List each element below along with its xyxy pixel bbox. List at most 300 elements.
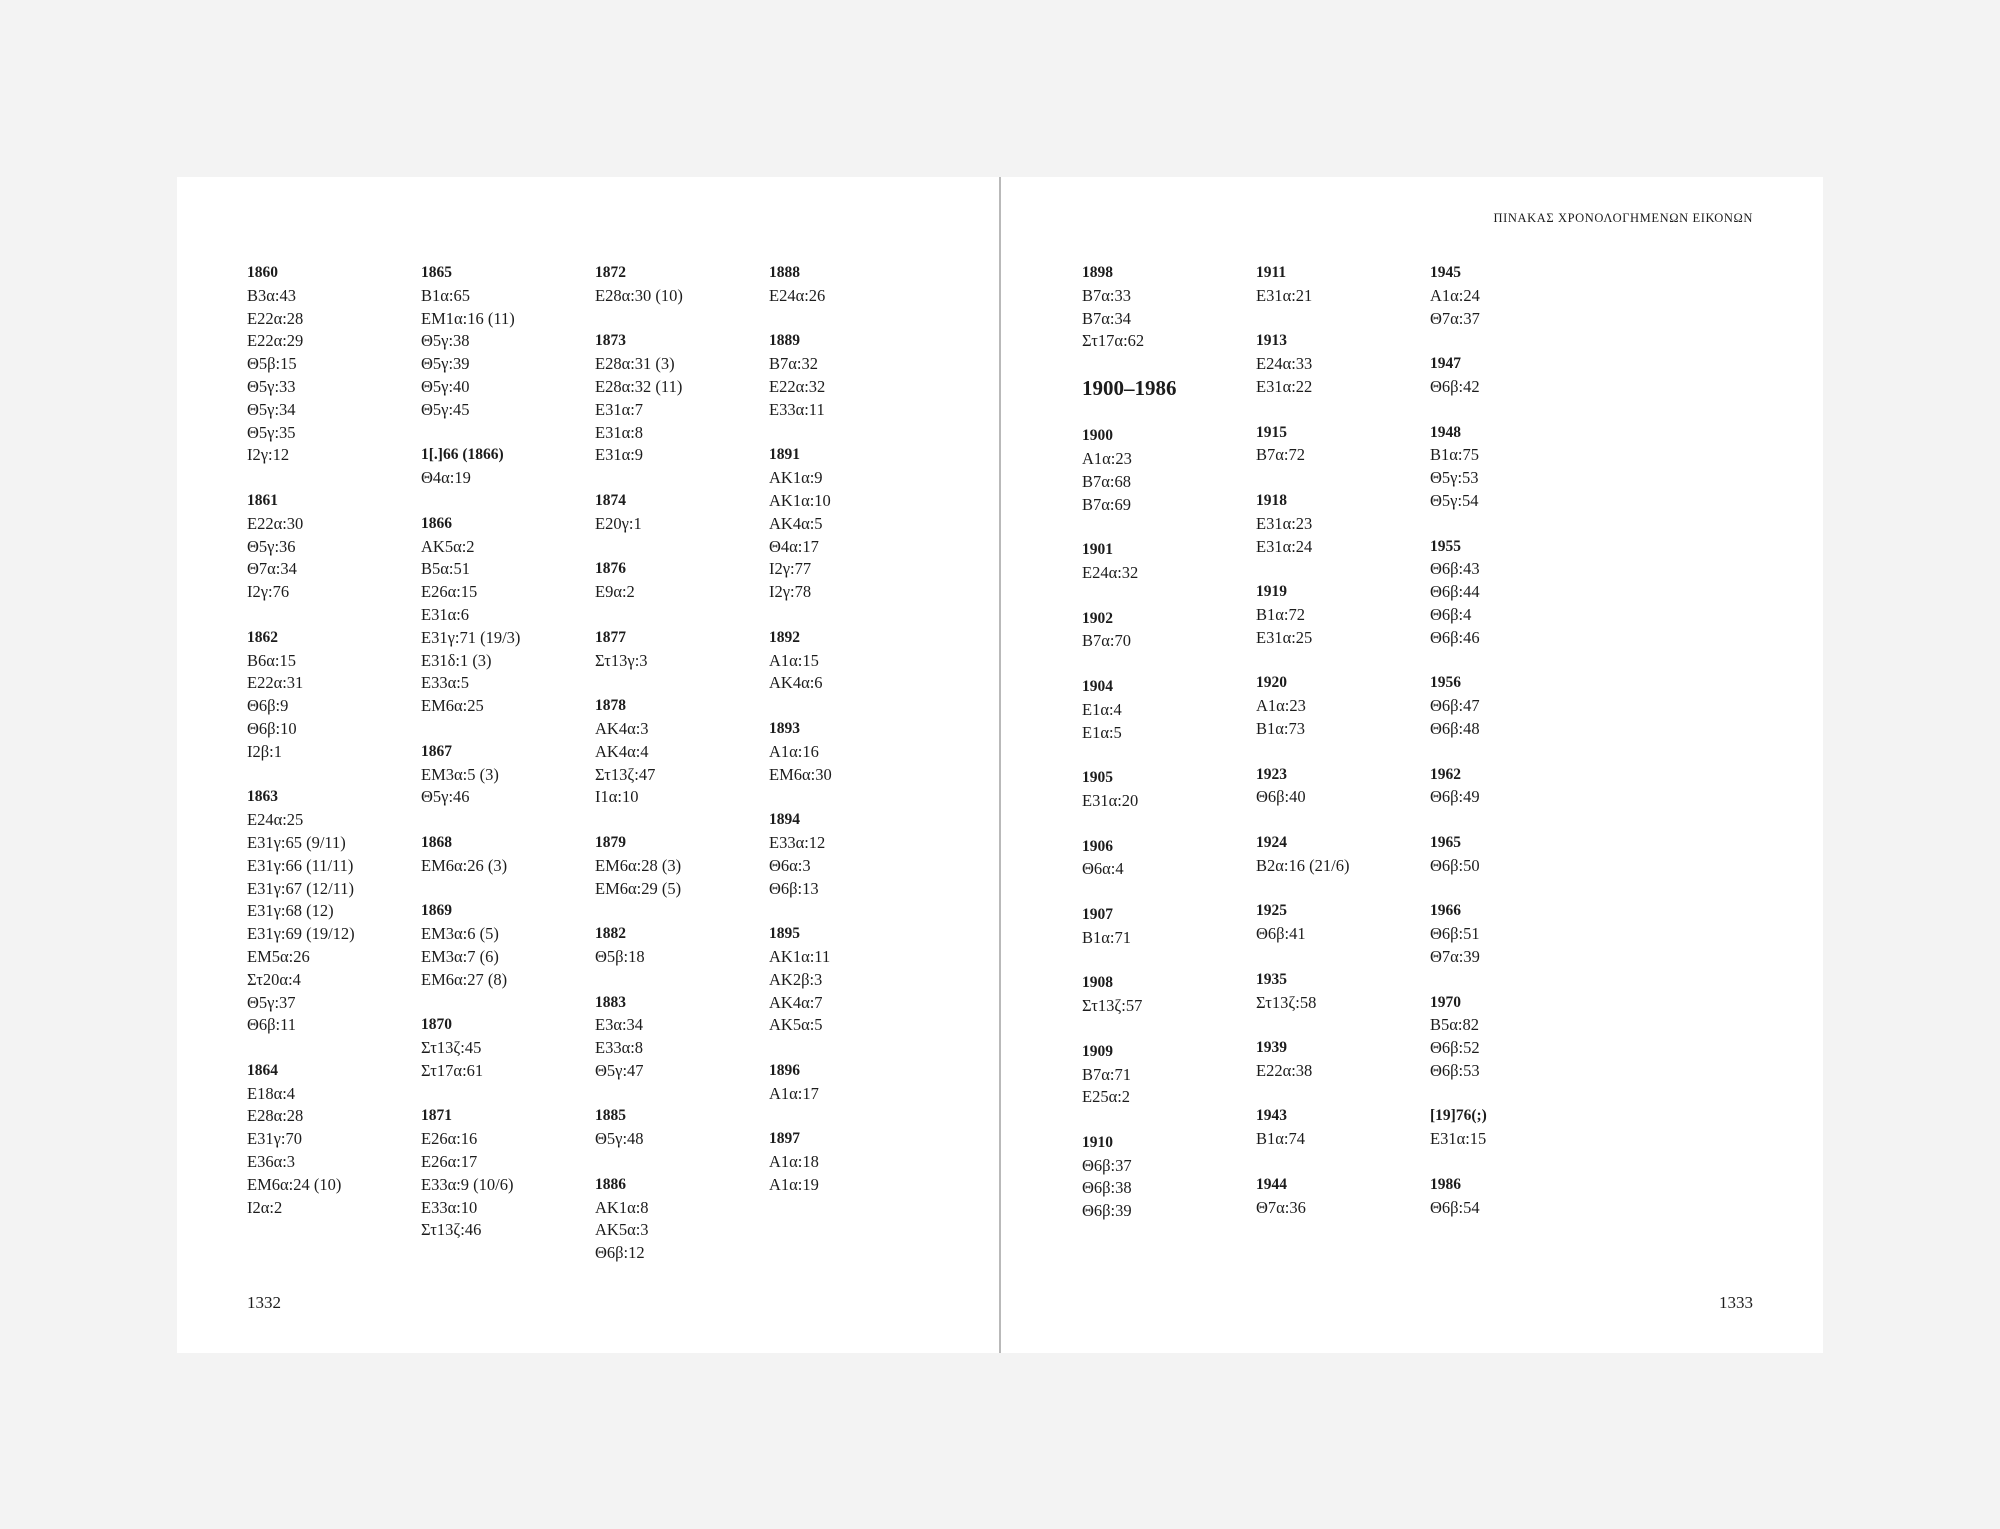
image-reference: Ε26α:17 — [421, 1152, 478, 1172]
image-reference: Ε31α:20 — [1082, 790, 1139, 810]
image-reference: ΑΚ5α:5 — [769, 1015, 823, 1035]
image-reference: Θ6β:47 — [1430, 696, 1480, 716]
year-group — [769, 444, 939, 604]
year-group — [769, 1128, 939, 1196]
image-reference: Ι2β:1 — [247, 741, 282, 761]
image-reference: Θ6β:9 — [247, 696, 289, 716]
year-heading: 1879 — [595, 833, 626, 851]
image-reference: Ε26α:15 — [421, 582, 478, 602]
image-reference: Ε31α:24 — [1256, 536, 1313, 556]
image-reference: Ε28α:28 — [247, 1106, 304, 1126]
image-reference: Ε31α:15 — [1430, 1129, 1487, 1149]
image-reference: Θ6β:51 — [1430, 924, 1480, 944]
image-reference: Β7α:34 — [1082, 308, 1131, 328]
year-group — [421, 262, 591, 422]
year-group — [595, 262, 765, 308]
image-reference: Ε33α:9 (10/6) — [421, 1174, 514, 1194]
year-group — [421, 1105, 591, 1242]
image-reference: ΑΚ1α:11 — [769, 946, 831, 966]
index-column-3 — [1430, 262, 1600, 1242]
index-column-4 — [769, 262, 939, 1219]
year-group — [595, 1174, 765, 1265]
year-group — [1430, 536, 1600, 650]
year-group — [1082, 836, 1252, 882]
year-group — [247, 490, 417, 604]
image-reference: Θ7α:39 — [1430, 946, 1480, 966]
index-column-2 — [1256, 262, 1426, 1242]
image-reference: Θ7α:34 — [247, 559, 297, 579]
image-reference: Α1α:23 — [1256, 696, 1306, 716]
image-reference: ΑΚ4α:7 — [769, 992, 823, 1012]
image-reference: ΕΜ6α:28 (3) — [595, 855, 682, 875]
image-reference: Θ6β:37 — [1082, 1155, 1132, 1175]
year-group — [595, 558, 765, 604]
year-heading: 1920 — [1256, 674, 1287, 692]
image-reference: Θ4α:19 — [421, 468, 471, 488]
image-reference: ΕΜ3α:6 (5) — [421, 924, 499, 944]
image-reference: Θ6β:48 — [1430, 718, 1480, 738]
year-heading: 1876 — [595, 560, 626, 578]
image-reference: Θ5γ:48 — [595, 1129, 644, 1149]
image-reference: ΕΜ6α:30 — [769, 764, 832, 784]
year-group — [247, 786, 417, 1037]
image-reference: Θ6β:41 — [1256, 924, 1306, 944]
year-heading: 1865 — [421, 264, 452, 281]
year-heading: 1873 — [595, 332, 626, 350]
year-heading: 1864 — [247, 1061, 278, 1079]
year-group — [1256, 900, 1426, 946]
year-heading: 1882 — [595, 925, 626, 943]
right-page — [1001, 177, 1823, 1353]
image-reference: Θ6β:38 — [1082, 1178, 1132, 1198]
year-group — [247, 262, 417, 467]
year-heading: 1886 — [595, 1175, 626, 1193]
image-reference: ΕΜ6α:26 (3) — [421, 855, 508, 875]
image-reference: Ε22α:31 — [247, 673, 304, 693]
image-reference: ΕΜ6α:29 (5) — [595, 878, 682, 898]
year-heading: 1906 — [1082, 837, 1113, 855]
year-heading: 1955 — [1430, 537, 1461, 555]
year-group — [1430, 1105, 1600, 1151]
image-reference: Ε31γ:69 (19/12) — [247, 924, 355, 944]
index-column-1 — [1082, 262, 1252, 1246]
image-reference: Ε31γ:70 — [247, 1129, 302, 1149]
image-reference: Θ5γ:34 — [247, 399, 296, 419]
image-reference: Θ6β:40 — [1256, 787, 1306, 807]
year-heading: 1905 — [1082, 769, 1113, 787]
year-heading: 1877 — [595, 628, 626, 646]
image-reference: Ε26α:16 — [421, 1129, 478, 1149]
year-group — [769, 330, 939, 421]
image-reference: Ε31α:22 — [1256, 376, 1313, 396]
year-group — [1430, 422, 1600, 513]
year-group — [247, 1060, 417, 1220]
group-list — [1082, 262, 1252, 353]
year-group — [1082, 767, 1252, 813]
year-group — [247, 627, 417, 764]
year-group — [769, 1060, 939, 1106]
year-heading: 1871 — [421, 1107, 452, 1125]
image-reference: Ε33α:10 — [421, 1197, 478, 1217]
year-group — [1430, 832, 1600, 878]
year-heading: 1925 — [1256, 902, 1287, 920]
year-heading: 1898 — [1082, 264, 1113, 281]
year-heading: 1862 — [247, 628, 278, 646]
page-number: 1332 — [247, 1293, 281, 1312]
year-heading: 1948 — [1430, 423, 1461, 441]
image-reference: Θ5γ:33 — [247, 376, 296, 396]
image-reference: Θ6β:13 — [769, 878, 819, 898]
image-reference: Θ6β:42 — [1430, 376, 1480, 396]
image-reference: ΕΜ6α:27 (8) — [421, 969, 508, 989]
group-list — [1082, 425, 1252, 1223]
image-reference: Ε9α:2 — [595, 582, 635, 602]
image-reference: Α1α:19 — [769, 1174, 819, 1194]
image-reference: Θ5γ:47 — [595, 1060, 644, 1080]
year-heading: [19]76(;) — [1430, 1107, 1487, 1125]
year-heading: 1911 — [1256, 264, 1287, 281]
image-reference: Β1α:74 — [1256, 1129, 1305, 1149]
image-reference: Θ6α:4 — [1082, 859, 1124, 879]
year-heading: 1919 — [1256, 583, 1287, 601]
year-heading: 1944 — [1256, 1175, 1287, 1193]
image-reference: Θ6α:3 — [769, 855, 811, 875]
image-reference: Θ5γ:54 — [1430, 490, 1479, 510]
image-reference: Ε22α:30 — [247, 513, 304, 533]
year-group — [1256, 1037, 1426, 1083]
year-heading: 1868 — [421, 833, 452, 851]
image-reference: ΕΜ1α:16 (11) — [421, 308, 515, 328]
year-group — [1082, 262, 1252, 353]
index-column-1 — [247, 262, 417, 1242]
year-group — [421, 513, 591, 718]
year-group — [1256, 262, 1426, 308]
image-reference: Ε22α:28 — [247, 308, 304, 328]
year-heading: 1872 — [595, 264, 626, 281]
year-heading: 1924 — [1256, 833, 1287, 851]
image-reference: Ε33α:5 — [421, 673, 470, 693]
image-reference: Β7α:71 — [1082, 1064, 1131, 1084]
image-reference: Θ5β:15 — [247, 354, 297, 374]
year-heading: 1910 — [1082, 1133, 1113, 1151]
image-reference: Ε33α:8 — [595, 1038, 644, 1058]
year-heading: 1962 — [1430, 765, 1461, 783]
image-reference: Ε31γ:66 (11/11) — [247, 855, 354, 875]
image-reference: Θ6β:54 — [1430, 1197, 1480, 1217]
year-group — [769, 809, 939, 900]
year-heading: 1923 — [1256, 765, 1287, 783]
year-group — [1256, 969, 1426, 1015]
image-reference: Θ6β:44 — [1430, 582, 1480, 602]
image-reference: Ε31α:8 — [595, 422, 644, 442]
section-title: 1900–1986 — [1082, 376, 1177, 401]
year-group — [1082, 676, 1252, 744]
image-reference: Ε22α:29 — [247, 331, 304, 351]
year-heading: 1945 — [1430, 264, 1461, 281]
image-reference: Β7α:70 — [1082, 631, 1131, 651]
image-reference: Β1α:75 — [1430, 445, 1479, 465]
image-reference: Ι2γ:77 — [769, 559, 812, 579]
image-reference: Α1α:24 — [1430, 285, 1480, 305]
image-reference: ΑΚ4α:6 — [769, 673, 823, 693]
year-heading: 1[.]66 (1866) — [421, 446, 504, 464]
image-reference: Α1α:23 — [1082, 448, 1132, 468]
image-reference: Ε31α:25 — [1256, 627, 1313, 647]
image-reference: ΑΚ4α:5 — [769, 513, 823, 533]
year-heading: 1863 — [247, 788, 278, 806]
image-reference: Β3α:43 — [247, 285, 296, 305]
image-reference: Ε31α:6 — [421, 604, 470, 624]
image-reference: Θ5γ:35 — [247, 422, 296, 442]
image-reference: ΕΜ3α:7 (6) — [421, 946, 499, 966]
year-group — [1256, 330, 1426, 398]
image-reference: Ε24α:33 — [1256, 354, 1313, 374]
image-reference: Β7α:33 — [1082, 285, 1131, 305]
image-reference: Ε31α:21 — [1256, 285, 1313, 305]
year-group — [421, 741, 591, 809]
year-group — [1256, 832, 1426, 878]
year-heading: 1907 — [1082, 905, 1113, 923]
image-reference: Α1α:17 — [769, 1083, 819, 1103]
image-reference: Β1α:72 — [1256, 604, 1305, 624]
index-column-2 — [421, 262, 591, 1265]
year-heading: 1888 — [769, 264, 800, 281]
image-reference: Θ7α:36 — [1256, 1197, 1306, 1217]
image-reference: Θ5γ:40 — [421, 376, 470, 396]
image-reference: ΕΜ5α:26 — [247, 946, 310, 966]
image-reference: Θ6β:53 — [1430, 1060, 1480, 1080]
image-reference: Θ6β:12 — [595, 1243, 645, 1263]
year-group — [1256, 422, 1426, 468]
year-heading: 1901 — [1082, 541, 1113, 559]
year-group — [1256, 672, 1426, 740]
year-group — [595, 695, 765, 809]
year-heading: 1966 — [1430, 902, 1461, 920]
year-group — [1430, 262, 1600, 330]
year-heading: 1878 — [595, 697, 626, 715]
year-group — [1256, 1174, 1426, 1220]
image-reference: Ε24α:26 — [769, 285, 826, 305]
image-reference: Θ5γ:53 — [1430, 468, 1479, 488]
image-reference: Θ5γ:39 — [421, 354, 470, 374]
image-reference: Β1α:73 — [1256, 718, 1305, 738]
year-group — [769, 718, 939, 786]
image-reference: ΕΜ6α:24 (10) — [247, 1174, 342, 1194]
image-reference: Ε31α:9 — [595, 445, 644, 465]
image-reference: Θ5γ:46 — [421, 787, 470, 807]
image-reference: Ε22α:32 — [769, 376, 826, 396]
image-reference: Στ13ζ:45 — [421, 1038, 482, 1058]
year-heading: 1900 — [1082, 427, 1113, 445]
year-heading: 1870 — [421, 1016, 452, 1034]
image-reference: Ε31δ:1 (3) — [421, 650, 492, 670]
image-reference: ΑΚ1α:9 — [769, 468, 823, 488]
year-group — [769, 262, 939, 308]
image-reference: Ι2γ:78 — [769, 582, 812, 602]
image-reference: Θ5γ:45 — [421, 399, 470, 419]
image-reference: Ε36α:3 — [247, 1152, 296, 1172]
image-reference: Θ6β:46 — [1430, 627, 1480, 647]
image-reference: Ε31γ:71 (19/3) — [421, 627, 521, 647]
image-reference: Θ6β:39 — [1082, 1201, 1132, 1221]
year-group — [1430, 900, 1600, 968]
year-group — [1430, 672, 1600, 740]
image-reference: Θ6β:11 — [247, 1015, 297, 1035]
image-reference: Θ6β:52 — [1430, 1038, 1480, 1058]
image-reference: Στ17α:62 — [1082, 331, 1145, 351]
image-reference: Ε33α:12 — [769, 832, 826, 852]
year-heading: 1915 — [1256, 423, 1287, 441]
year-group — [769, 627, 939, 695]
image-reference: Ι1α:10 — [595, 787, 639, 807]
image-reference: Θ6β:50 — [1430, 855, 1480, 875]
image-reference: Ε28α:31 (3) — [595, 354, 675, 374]
year-heading: 1866 — [421, 514, 452, 532]
year-heading: 1896 — [769, 1061, 800, 1079]
year-group — [595, 923, 765, 969]
image-reference: Ε28α:32 (11) — [595, 376, 683, 396]
year-heading: 1861 — [247, 491, 278, 509]
image-reference: Β1α:65 — [421, 285, 470, 305]
book-spread — [177, 177, 1823, 1353]
year-heading: 1867 — [421, 742, 452, 760]
image-reference: Ε31γ:67 (12/11) — [247, 878, 355, 898]
image-reference: Β7α:69 — [1082, 494, 1131, 514]
image-reference: Β6α:15 — [247, 650, 296, 670]
image-reference: Ι2α:2 — [247, 1197, 283, 1217]
year-group — [595, 627, 765, 673]
image-reference: Στ20α:4 — [247, 969, 301, 989]
image-reference: ΑΚ4α:3 — [595, 718, 649, 738]
image-reference: Β5α:82 — [1430, 1015, 1479, 1035]
image-reference: Β5α:51 — [421, 559, 470, 579]
image-reference: ΑΚ5α:2 — [421, 536, 475, 556]
image-reference: Ε22α:38 — [1256, 1060, 1313, 1080]
image-reference: Β7α:72 — [1256, 445, 1305, 465]
left-page — [177, 177, 999, 1353]
image-reference: Β7α:32 — [769, 354, 818, 374]
image-reference: Θ5β:18 — [595, 946, 645, 966]
year-group — [595, 490, 765, 536]
year-group — [1256, 764, 1426, 810]
image-reference: Ε31α:23 — [1256, 513, 1313, 533]
year-heading: 1913 — [1256, 332, 1287, 350]
running-head: ΠΙΝΑΚΑΣ ΧΡΟΝΟΛΟΓΗΜΕΝΩΝ ΕΙΚΟΝΩΝ — [1493, 211, 1753, 225]
year-group — [1256, 1105, 1426, 1151]
image-reference: Ε18α:4 — [247, 1083, 296, 1103]
image-reference: Β2α:16 (21/6) — [1256, 855, 1350, 875]
image-reference: Β7α:68 — [1082, 471, 1131, 491]
image-reference: Α1α:15 — [769, 650, 819, 670]
year-heading: 1883 — [595, 993, 626, 1011]
year-group — [421, 444, 591, 490]
year-group — [595, 330, 765, 467]
year-heading: 1897 — [769, 1130, 800, 1148]
year-heading: 1885 — [595, 1107, 626, 1125]
image-reference: Ε31α:7 — [595, 399, 644, 419]
year-group — [1082, 539, 1252, 585]
year-heading: 1874 — [595, 491, 626, 509]
image-reference: Στ13ζ:58 — [1256, 992, 1317, 1012]
year-heading: 1902 — [1082, 609, 1113, 627]
image-reference: ΑΚ4α:4 — [595, 741, 649, 761]
year-heading: 1891 — [769, 446, 800, 464]
year-heading: 1909 — [1082, 1042, 1113, 1060]
image-reference: Ι2γ:76 — [247, 582, 290, 602]
image-reference: Ε1α:5 — [1082, 722, 1122, 742]
year-group — [1082, 972, 1252, 1018]
image-reference: Θ6β:4 — [1430, 604, 1472, 624]
image-reference: Ε20γ:1 — [595, 513, 642, 533]
year-group — [1430, 1174, 1600, 1220]
year-group — [1256, 581, 1426, 649]
image-reference: ΑΚ1α:10 — [769, 490, 831, 510]
year-group — [421, 832, 591, 878]
year-group — [595, 1105, 765, 1151]
page-number: 1333 — [1719, 1293, 1753, 1312]
year-heading: 1893 — [769, 719, 800, 737]
year-heading: 1869 — [421, 902, 452, 920]
image-reference: Θ6β:43 — [1430, 559, 1480, 579]
image-reference: Β1α:71 — [1082, 927, 1131, 947]
image-reference: Θ5γ:37 — [247, 992, 296, 1012]
image-reference: Θ6β:10 — [247, 718, 297, 738]
year-group — [1430, 764, 1600, 810]
image-reference: Ε24α:25 — [247, 810, 304, 830]
image-reference: ΑΚ5α:3 — [595, 1220, 649, 1240]
image-reference: ΑΚ2β:3 — [769, 969, 823, 989]
image-reference: Ε28α:30 (10) — [595, 285, 683, 305]
year-heading: 1892 — [769, 628, 800, 646]
year-group — [769, 923, 939, 1037]
image-reference: Α1α:18 — [769, 1152, 819, 1172]
year-group — [595, 992, 765, 1083]
image-reference: ΕΜ3α:5 (3) — [421, 764, 499, 784]
year-heading: 1939 — [1256, 1039, 1287, 1057]
year-heading: 1986 — [1430, 1175, 1461, 1193]
index-column-3 — [595, 262, 765, 1288]
year-group — [595, 832, 765, 900]
year-heading: 1935 — [1256, 970, 1287, 988]
image-reference: Ε24α:32 — [1082, 562, 1139, 582]
image-reference: Θ7α:37 — [1430, 308, 1480, 328]
image-reference: Α1α:16 — [769, 741, 819, 761]
image-reference: Ε31γ:68 (12) — [247, 901, 334, 921]
year-group — [1430, 992, 1600, 1083]
year-group — [1082, 608, 1252, 654]
image-reference: Ι2γ:12 — [247, 445, 290, 465]
year-heading: 1965 — [1430, 833, 1461, 851]
year-group — [421, 1014, 591, 1082]
year-group — [1082, 1041, 1252, 1109]
image-reference: Θ5γ:38 — [421, 331, 470, 351]
image-reference: Στ13ζ:47 — [595, 764, 656, 784]
image-reference: ΕΜ6α:25 — [421, 696, 484, 716]
year-heading: 1908 — [1082, 974, 1113, 992]
image-reference: Ε31γ:65 (9/11) — [247, 832, 346, 852]
year-heading: 1947 — [1430, 355, 1461, 373]
year-group — [1082, 904, 1252, 950]
year-heading: 1956 — [1430, 674, 1461, 692]
year-heading: 1970 — [1430, 993, 1461, 1011]
image-reference: Θ5γ:36 — [247, 536, 296, 556]
image-reference: Θ6β:49 — [1430, 787, 1480, 807]
image-reference: Ε1α:4 — [1082, 699, 1122, 719]
year-heading: 1894 — [769, 811, 800, 829]
year-heading: 1943 — [1256, 1107, 1287, 1125]
year-heading: 1918 — [1256, 491, 1287, 509]
year-group — [1082, 1132, 1252, 1223]
